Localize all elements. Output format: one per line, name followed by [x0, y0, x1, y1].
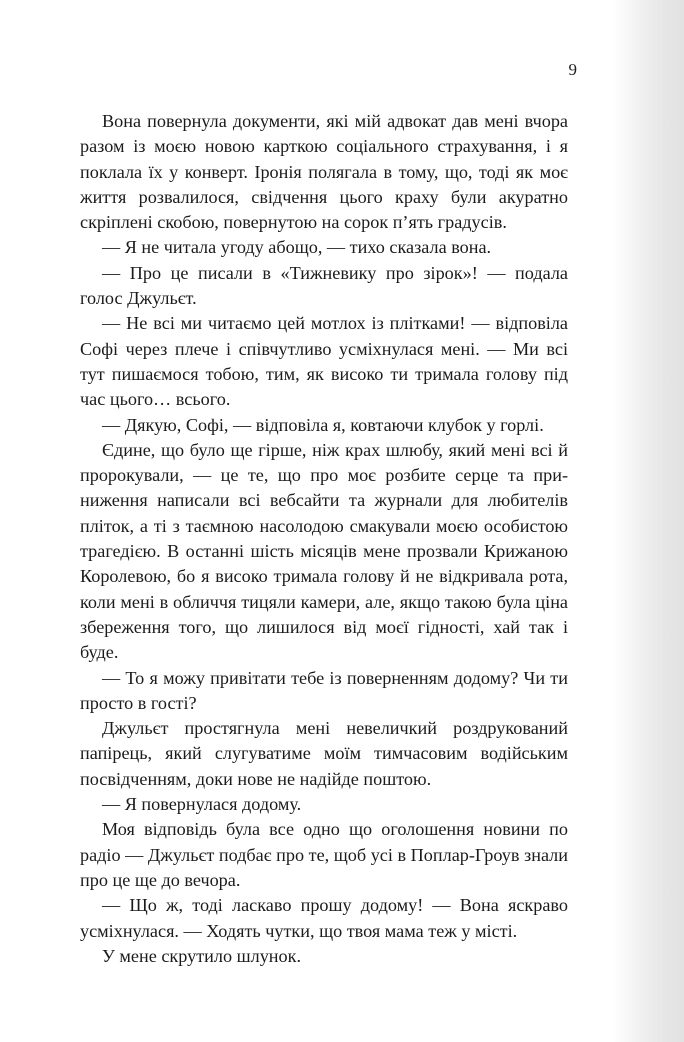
paragraph: — Що ж, тоді ласкаво прошу додому! — Вона яскраво усміхнулася. — Ходять чутки, що твоя мама теж у місті.: [80, 895, 568, 941]
paragraph: Джульєт простягнула мені невеличкий роздрукований папірець, який слугуватиме моїм тимчасовим водійським посвідченням, доки нове не надійде поштою.: [80, 718, 568, 789]
paragraph: — То я можу привітати тебе із поверненням додому? Чи ти просто в гості?: [80, 667, 568, 713]
paragraph: Вона повернула документи, які мій адвокат дав мені вчора разом із моєю новою карткою соціального страхування, і я поклала їх у конверт. Іронія полягала в тому, що, тоді як моє життя розвалилося, свідчення цього краху були акуратно скріплені скобою, повернутою на сорок п’ять градусів.: [80, 111, 568, 233]
page-number: 9: [568, 60, 577, 79]
body-text: [80, 109, 568, 969]
paragraph: Єдине, що було ще гірше, ніж крах шлюбу, який мені всі й пророкували, — це те, що про моє розбите серце та приниження написали всі вебсайти та журнали для любителів пліток, а ті з таємною насолодою смакували моєю особистою трагедією. В останні шість місяців мене прозвали Крижаною Королевою, бо я високо тримала голову й не відкривала рота, коли мені в обличчя тицяли камери, але, якщо такою була ціна збереження того, що лишилося від моєї гідності, хай так і буде.: [80, 439, 568, 663]
paragraph: — Я не читала угоду абощо, — тихо сказала вона.: [102, 237, 492, 258]
paragraph: У мене скрутило шлунок.: [102, 945, 301, 966]
paragraph: — Я повернулася додому.: [102, 794, 302, 815]
paragraph: — Про це писали в «Тижневику про зірок»! — подала голос Джульєт.: [80, 262, 568, 309]
paragraph: — Дякую, Софі, — відповіла я, ковтаючи клубок у горлі.: [102, 414, 544, 435]
paragraph: Моя відповідь була все одно що оголошення новини по радіо — Джульєт подбає про те, щоб усі в Поплар-Гроув знали про це ще до вечора.: [80, 819, 568, 890]
paragraph: — Не всі ми читаємо цей мотлох із плітками! — відповіла Софі через плече і співчутливо усміхнулася мені. — Ми всі тут пишаємося тобою, тим, як високо ти тримала голову під час цього… всього.: [80, 313, 568, 410]
